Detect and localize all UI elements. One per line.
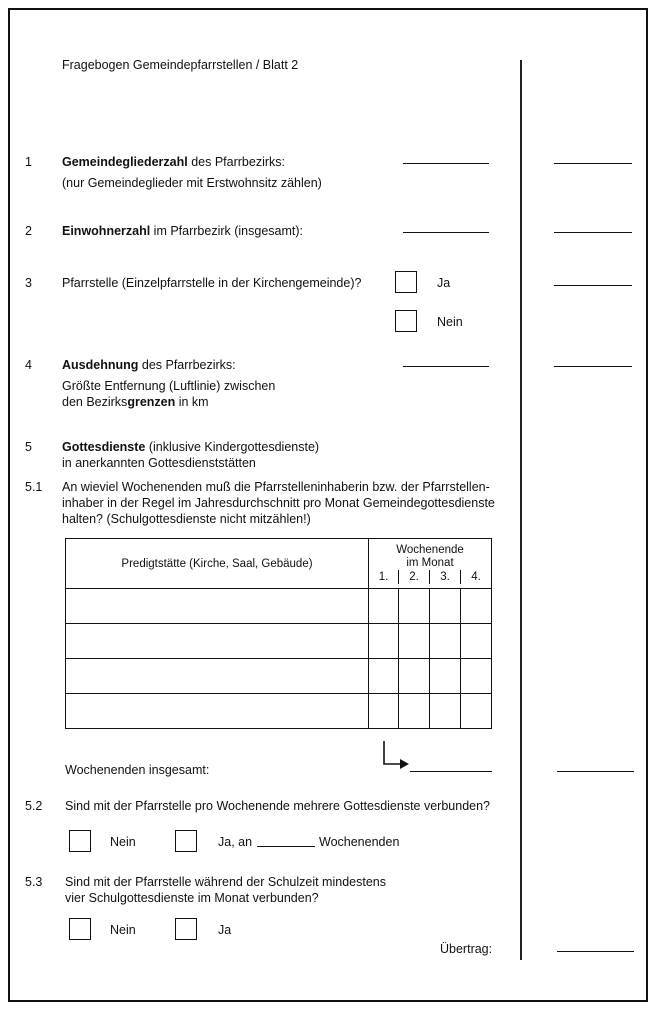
table-cell[interactable] (369, 659, 399, 694)
q53-number: 5.3 (25, 875, 43, 889)
table-cell[interactable] (66, 694, 369, 729)
table-cell[interactable] (399, 694, 430, 729)
q2-office-field[interactable] (554, 232, 632, 233)
table-cell[interactable] (399, 589, 430, 624)
table-cell[interactable] (461, 589, 492, 624)
week-header-3: 3. (429, 570, 460, 584)
q4-line2: Größte Entfernung (Luftlinie) zwischen (62, 379, 276, 393)
column-divider (520, 60, 522, 960)
q51-number: 5.1 (25, 480, 43, 494)
table-cell[interactable] (66, 589, 369, 624)
table-cell[interactable] (369, 589, 399, 624)
week-headers (369, 570, 491, 584)
q52-text: Sind mit der Pfarrstelle pro Wochenende mehrere Gottesdienste verbunden? (65, 799, 491, 813)
arrow-right-icon (382, 740, 412, 772)
table-header-row (66, 539, 492, 589)
table-row (66, 589, 492, 624)
table-cell[interactable] (461, 624, 492, 659)
table-cell[interactable] (430, 589, 461, 624)
q53-line2: vier Schulgottesdienste im Monat verbunden? (65, 891, 319, 905)
worship-table (65, 538, 492, 729)
q2-answer-field[interactable] (403, 232, 489, 233)
q3-no-checkbox[interactable] (395, 310, 417, 332)
q1-note: (nur Gemeindeglieder mit Erstwohnsitz zählen) (62, 176, 322, 190)
col-header-location: Predigtstätte (Kirche, Saal, Gebäude) (66, 539, 369, 589)
q4-office-field[interactable] (554, 366, 632, 367)
q4-answer-field[interactable] (403, 366, 489, 367)
q3-no-label: Nein (437, 315, 463, 329)
q3-yes-checkbox[interactable] (395, 271, 417, 293)
q52-no-label: Nein (110, 835, 136, 849)
q52-number: 5.2 (25, 799, 43, 813)
page-title: Fragebogen Gemeindepfarrstellen / Blatt 2 (62, 58, 299, 72)
table-row (66, 694, 492, 729)
q4-number: 4 (25, 358, 32, 372)
table-cell[interactable] (461, 659, 492, 694)
table-row (66, 659, 492, 694)
week-header-1: 1. (378, 570, 389, 583)
q53-no-label: Nein (110, 923, 136, 937)
q2-text: Einwohnerzahl im Pfarrbezirk (insgesamt): (62, 224, 304, 238)
q53-yes-label: Ja (218, 923, 232, 937)
q4-text: Ausdehnung des Pfarrbezirks: (62, 358, 236, 372)
q3-office-field[interactable] (554, 285, 632, 286)
table-cell[interactable] (399, 659, 430, 694)
week-header-4: 4. (460, 570, 491, 584)
carry-over-label: Übertrag: (440, 942, 493, 956)
table-cell[interactable] (430, 659, 461, 694)
q1-text: Gemeindegliederzahl des Pfarrbezirks: (62, 155, 285, 169)
q53-yes-checkbox[interactable] (175, 918, 197, 940)
q3-yes-label: Ja (437, 276, 451, 290)
q3-text: Pfarrstelle (Einzelpfarrstelle in der Kirchengemeinde)? (62, 276, 362, 290)
q5-line2: in anerkannten Gottesdienststätten (62, 456, 256, 470)
table-cell[interactable] (430, 694, 461, 729)
total-answer-field[interactable] (410, 771, 492, 772)
total-label: Wochenenden insgesamt: (65, 763, 210, 777)
group-header-line1: Wochenende (396, 543, 464, 556)
q53-line1: Sind mit der Pfarrstelle während der Schulzeit mindestens (65, 875, 386, 889)
week-header-2: 2. (398, 570, 429, 584)
q51-line3: halten? (Schulgottesdienste nicht mitzählen!) (62, 512, 311, 526)
q52-no-checkbox[interactable] (69, 830, 91, 852)
q1-number: 1 (25, 155, 32, 169)
q2-number: 2 (25, 224, 32, 238)
table-cell[interactable] (461, 694, 492, 729)
q51-line1: An wieviel Wochenenden muß die Pfarrstelleninhaberin bzw. der Pfarrstellen- (62, 480, 490, 494)
q52-weekends-field[interactable] (257, 846, 315, 847)
q53-no-checkbox[interactable] (69, 918, 91, 940)
q52-suffix: Wochenenden (319, 835, 400, 849)
q52-yes-label: Ja, an (218, 835, 253, 849)
table-cell[interactable] (430, 624, 461, 659)
q51-line2: inhaber in der Regel im Jahresdurchschnitt pro Monat Gemeindegottesdienste (62, 496, 495, 510)
table-cell[interactable] (369, 694, 399, 729)
table-cell[interactable] (66, 624, 369, 659)
table-cell[interactable] (66, 659, 369, 694)
carry-over-field[interactable] (557, 951, 634, 952)
q5-text: Gottesdienste (inklusive Kindergottesdienste) (62, 440, 320, 454)
table-row (66, 624, 492, 659)
q5-number: 5 (25, 440, 32, 454)
total-office-field[interactable] (557, 771, 634, 772)
col-header-weekend-group (369, 539, 492, 589)
q1-office-field[interactable] (554, 163, 632, 164)
q52-yes-checkbox[interactable] (175, 830, 197, 852)
q1-answer-field[interactable] (403, 163, 489, 164)
q3-number: 3 (25, 276, 32, 290)
group-header-line2: im Monat (406, 556, 454, 569)
table-cell[interactable] (369, 624, 399, 659)
table-cell[interactable] (399, 624, 430, 659)
q4-line3: den Bezirksgrenzen in km (62, 395, 209, 409)
